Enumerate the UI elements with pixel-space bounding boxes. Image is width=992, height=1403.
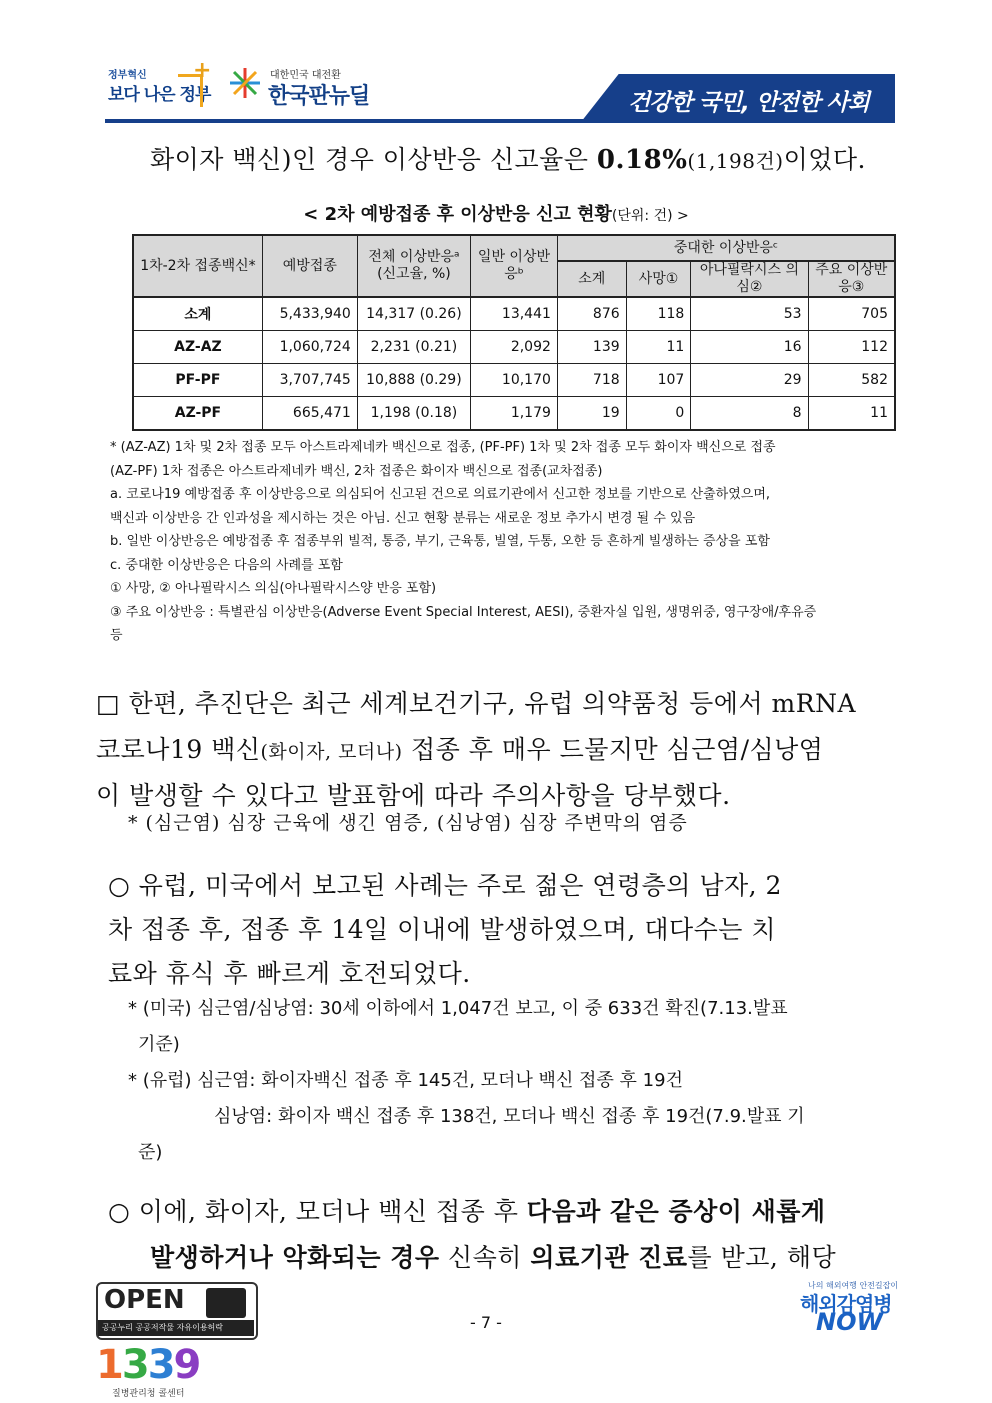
table-caption — [0, 200, 992, 226]
intro-line — [150, 140, 866, 176]
cell-vacc: 5,433,940 — [262, 297, 357, 331]
note-line: a. 코로나19 예방접종 후 이상반응으로 의심되어 신고된 건으로 의료기관에서 신고한 정보를 기반으로 산출하였으며, — [110, 487, 771, 502]
text-span: 코로나19 백신 — [96, 735, 261, 764]
open-license-text: OPEN — [104, 1285, 185, 1315]
slogan-text: 건강한 국민, 안전한 사회 — [628, 90, 869, 116]
intro-text-post: 이었다. — [783, 145, 867, 174]
cell-total: 10,888 (0.29) — [357, 364, 470, 397]
row-name: AZ-PF — [133, 397, 262, 431]
logo-gov-innovation: 보다 나은 정부 — [108, 85, 211, 105]
note-line: ③ 주요 이상반응 : 특별관심 이상반응(Adverse Event Special Interest, AESI), 중환자실 입원, 생명위중, 영구장애/후유증 — [110, 604, 817, 620]
cell-subtotal: 19 — [557, 397, 626, 431]
cell-total: 2,231 (0.21) — [357, 331, 470, 364]
footnote-eu-cont: 준) — [138, 1142, 163, 1163]
col-header-anaphylaxis: 아나필락시스 의심② — [691, 261, 808, 297]
header-divider — [105, 119, 895, 123]
overseas-logo-small: 나의 해외여행 안전길잡이 — [808, 1281, 899, 1290]
text-span: 신속히 — [439, 1243, 531, 1272]
paragraph-advice — [108, 1192, 836, 1284]
logo-digit: 1 — [96, 1342, 122, 1388]
note-line: ① 사망, ② 아나필락시스 의심(아나필락시스양 반응 포함) — [110, 581, 437, 596]
open-license-person-icon — [206, 1288, 246, 1318]
call-center-logo — [96, 1342, 199, 1388]
table-row — [133, 331, 895, 364]
cell-death: 118 — [626, 297, 691, 331]
cell-vacc: 1,060,724 — [262, 331, 357, 364]
row-name: PF-PF — [133, 364, 262, 397]
overseas-logo-title: 해외감염병 — [800, 1292, 892, 1316]
cell-death: 11 — [626, 331, 691, 364]
logo-new-deal-small: 대한민국 대전환 — [270, 70, 341, 81]
logo-digit: 3 — [121, 1342, 148, 1388]
note-line: * (AZ-AZ) 1차 및 2차 접종 모두 아스트라제네카 백신으로 접종, (PF-PF) 1차 및 2차 접종 모두 화이자 백신으로 접종 — [110, 440, 776, 455]
col-header-subtotal: 소계 — [557, 261, 626, 297]
col-header-serious: 중대한 이상반응ᶜ — [557, 235, 895, 261]
call-center-caption: 질병관리청 콜센터 — [112, 1389, 185, 1399]
paragraph-line — [96, 730, 856, 776]
paragraph-line: 차 접종 후, 접종 후 14일 이내에 발생하였으며, 대다수는 치 — [108, 915, 777, 944]
col-header-major: 주요 이상반응③ — [808, 261, 895, 297]
adverse-reaction-table — [132, 234, 896, 431]
cell-subtotal: 718 — [557, 364, 626, 397]
table-caption-title: < 2차 예방접종 후 이상반응 신고 현황 — [303, 204, 612, 225]
footnote-eu: * (유럽) 심근염: 화이자백신 접종 후 145건, 모더나 백신 접종 후 19건 — [128, 1070, 683, 1091]
paragraph-reported-cases — [108, 866, 782, 998]
table-row — [133, 364, 895, 397]
logo-gov-innovation-small: 정부혁신 — [108, 70, 147, 81]
cell-anaphylaxis: 29 — [691, 364, 808, 397]
intro-text-pre: 화이자 백신)인 경우 이상반응 신고율은 — [150, 145, 597, 174]
cell-general: 2,092 — [471, 331, 558, 364]
intro-percent: 0.18% — [596, 145, 688, 175]
cell-major: 705 — [808, 297, 895, 331]
text-span: ○ 이에, 화이자, 모더나 백신 접종 후 — [108, 1197, 527, 1226]
note-line: c. 중대한 이상반응은 다음의 사례를 포함 — [110, 557, 343, 573]
cell-vacc: 665,471 — [262, 397, 357, 431]
text-span: 접종 후 매우 드물지만 심근염/심낭염 — [402, 735, 824, 764]
row-name: AZ-AZ — [133, 331, 262, 364]
note-line: (AZ-PF) 1차 접종은 아스트라제네카 백신, 2차 접종은 화이자 백신으로 접종(교차접종) — [110, 463, 603, 479]
cell-total: 14,317 (0.26) — [357, 297, 470, 331]
cell-anaphylaxis: 16 — [691, 331, 808, 364]
table-row — [133, 397, 895, 431]
cell-death: 107 — [626, 364, 691, 397]
cell-major: 11 — [808, 397, 895, 431]
cell-death: 0 — [626, 397, 691, 431]
table-row — [133, 297, 895, 331]
cell-general: 13,441 — [471, 297, 558, 331]
text-span-bold: 의료기관 진료 — [530, 1243, 688, 1272]
paragraph-myocarditis-notice — [96, 684, 856, 822]
footnote-eu-pericarditis: 심낭염: 화이자 백신 접종 후 138건, 모더나 백신 접종 후 19건(7.9.발표 기 — [214, 1106, 805, 1127]
logo-digit: 3 — [147, 1342, 174, 1388]
table-notes — [110, 436, 900, 648]
note-line: 백신과 이상반응 간 인과성을 제시하는 것은 아님. 신고 현황 분류는 새로운 정보 추가시 변경 될 수 있음 — [110, 510, 696, 526]
cell-major: 582 — [808, 364, 895, 397]
table-caption-unit: (단위: 건) > — [611, 208, 689, 224]
paragraph-line: □ 한편, 추진단은 최근 세계보건기구, 유럽 의약품청 등에서 mRNA — [96, 689, 856, 718]
text-span-bold: 발생하거나 악화되는 경우 — [150, 1243, 440, 1272]
col-header-vacc: 예방접종 — [262, 235, 357, 297]
cell-anaphylaxis: 53 — [691, 297, 808, 331]
paragraph-line — [108, 1192, 836, 1238]
cell-major: 112 — [808, 331, 895, 364]
text-span-bold: 다음과 같은 증상이 새롭게 — [526, 1197, 826, 1226]
paragraph-line: 료와 휴식 후 빠르게 호전되었다. — [108, 959, 471, 988]
col-header-total: 전체 이상반응ᵃ (신고율, %) — [357, 235, 470, 297]
paragraph-line — [108, 1238, 836, 1284]
col-header-death: 사망① — [626, 261, 691, 297]
row-name: 소계 — [133, 297, 262, 331]
logo-digit: 9 — [173, 1342, 200, 1388]
cell-subtotal: 876 — [557, 297, 626, 331]
footnote-us: * (미국) 심근염/심낭염: 30세 이하에서 1,047건 보고, 이 중 633건 확진(7.13.발표 — [128, 998, 788, 1019]
footnote-us-cont: 기준) — [138, 1034, 180, 1055]
intro-count: (1,198건) — [687, 149, 784, 173]
col-header-group: 1차-2차 접종백신* — [133, 235, 262, 297]
text-span: 를 받고, 해당 — [687, 1243, 837, 1272]
paragraph-line: ○ 유럽, 미국에서 보고된 사례는 주로 젊은 연령층의 남자, 2 — [108, 871, 782, 900]
cell-vacc: 3,707,745 — [262, 364, 357, 397]
paragraph-line: 이 발생할 수 있다고 발표함에 따라 주의사항을 당부했다. — [96, 781, 731, 810]
note-line: 등 — [110, 628, 123, 643]
cell-total: 1,198 (0.18) — [357, 397, 470, 431]
cell-general: 10,170 — [471, 364, 558, 397]
open-license-subtext: 공공누리 공공저작물 자유이용허락 — [102, 1323, 224, 1332]
cell-anaphylaxis: 8 — [691, 397, 808, 431]
col-header-general: 일반 이상반응ᵇ — [471, 235, 558, 297]
logo-new-deal: 한국판뉴딜 — [268, 84, 370, 109]
cell-subtotal: 139 — [557, 331, 626, 364]
logo-plus-icon: + — [193, 58, 212, 83]
footnote-definitions: * (심근염) 심장 근육에 생긴 염증, (심낭염) 심장 주변막의 염증 — [128, 812, 688, 834]
page-number: - 7 - — [470, 1313, 502, 1332]
cell-general: 1,179 — [471, 397, 558, 431]
note-line: b. 일반 이상반응은 예방접종 후 접종부위 빌적, 통증, 부기, 근육통, 빌열, 두통, 오한 등 흔하게 빌생하는 증상을 포함 — [110, 534, 770, 549]
new-deal-star-icon — [228, 66, 262, 100]
text-span-small: (화이자, 모더나) — [260, 741, 403, 763]
overseas-logo-now: NOW — [816, 1308, 883, 1336]
